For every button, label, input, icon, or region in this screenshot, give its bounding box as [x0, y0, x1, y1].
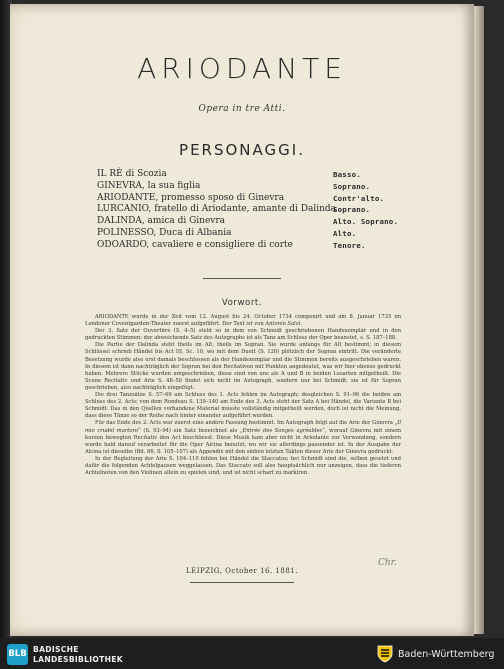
cast-role: IL RÈ di Scozia: [97, 169, 167, 179]
cast-voice: Alto. Soprano.: [333, 217, 399, 227]
cast-heading: PERSONAGGI.: [179, 141, 305, 159]
cast-list: [97, 169, 397, 252]
handwritten-signature: Chr.: [378, 558, 397, 568]
cast-row: [97, 181, 397, 193]
preface-text: [85, 314, 401, 477]
preface-heading: Vorwort.: [221, 298, 263, 308]
divider-rule: [203, 278, 281, 279]
cast-role: DALINDA, amica di Ginevra: [97, 216, 226, 227]
score-page: [10, 4, 474, 636]
library-name[interactable]: BADISCHE LANDESBIBLIOTHEK: [33, 645, 123, 664]
state-label[interactable]: Baden-Württemberg: [398, 649, 495, 660]
preface-paragraph: Die Partie der Dalinda steht theils im Alt, theils im Sopran. Sie wurde anfangs für Alt bestimmt; in diesem Schlüssel schrieb Händel bis Act III, Sc. 10, wo mit dem Duett (S. 120) plötzlich der Sopran eintritt. Die veränderte Besetzung wurde also erst damals beschlossen als der Handexemplar und die Stimmen bereits ausgeschrieben waren. In diesem ist dann nachträglich der Sopran bei den Recitativen mit Punkten angedeutet, was wir hier ebenso gedruckt haben. Mehrere Stücke wurden umgeschrieben, diese sind von uns als A und B in beiden Lesarten mitgetheilt. Die Scene Recitativ und Arie S. 48–50 findet sich nicht im Autograph, sondern nur bei Schmidt; sie ist für Sopran geschrieben, also nachträglich eingefügt.: [85, 342, 401, 391]
cast-voice: Soprano.: [333, 205, 371, 215]
cast-voice: Basso.: [333, 170, 361, 179]
opera-title: ARIODANTE: [137, 52, 347, 85]
preface-paragraph: ARIODANTE wurde in der Zeit vom 12. August bis 24. October 1734 componirt und am 8. Januar 1735 im Londoner Coventgarden-Theater zuerst aufgeführt. Der Text ist von Antonio Salvi.: [85, 314, 401, 328]
cast-row: [97, 204, 397, 216]
cast-row: [97, 240, 397, 252]
preface-paragraph: In der Begleitung der Arie S. 104–110 fehlen bei Händel die Staccatos; bei Schmidt sind die, selben gesetzt und dafür die folgenden Achtelpausen weggelassen. Das Staccato soll also hauptsächlich nur anzeigen, dass die tieferen Achtelnoten von den Violinen allein zu spielen sind, und ist nicht scharf zu markiren.: [85, 455, 401, 477]
cast-voice: Soprano.: [333, 181, 371, 191]
opera-subtitle: Opera in tre Atti.: [198, 104, 286, 114]
cast-row: [97, 228, 397, 240]
cast-row: [97, 216, 397, 228]
cast-voice: Alto.: [333, 228, 357, 238]
cast-role: ODOARDO, cavaliere e consigliere di corte: [97, 239, 293, 250]
state-emblem-icon: [377, 645, 393, 663]
preface-paragraph: Für das Ende des 2. Acts war zuerst eine andere Fassung bestimmt. Im Autograph folgt auf die Arie der Ginevra „Il mio crudel martoro“ (S. 93–94) ein Satz bezeichnet als „Entrée des Songes agréables“, worauf Ginevra mit einem kurzen bewegten Recitativ den Act beschliesst. Diese Musik kam aber nicht in Ariodante zur Verwendung, sondern wurde bald darauf verarbeitet für die Oper Alcina benutzt, wo wir sie allerdings passender ist. In der Ausgabe der Alcina ist dieselbe (Bd. 86, S. 105–107) als Appendix mit den sieben letzten Takten dieser Arie der Ginevra gedruckt.: [85, 420, 402, 455]
cast-voice: Tenore.: [333, 240, 366, 250]
cast-row: [97, 193, 397, 205]
cast-role: LURCANIO, fratello di Ariodante, amante di Dalinda: [97, 204, 337, 215]
preface-paragraph: Die drei Tanzsätze S. 57–69 am Schluss des 1. Acts fehlen im Autograph; desgleichen S. 91–96 die beiden am Schluss des 2. Acts; von dem Rondeau S. 139–140 am Ende des 3. Acts steht der Satz A bei Händel, die Variante B bei Schmidt. Das in den Quellen vorhandene Material musste vollständig mitgetheilt werden, doch ist nicht die Meinung, dass diese Tänze so der Reihe nach hinter einander aufgeführt wurden.: [85, 392, 401, 420]
cast-row: [97, 169, 397, 181]
place-date: LEIPZIG, October 16. 1881.: [186, 567, 298, 575]
bottom-rule: [190, 582, 294, 583]
page-stack-edge: [474, 6, 484, 634]
librettist-name: Antonio Salvi.: [265, 321, 302, 328]
cast-voice: Contr'alto.: [333, 193, 385, 203]
cast-role: GINEVRA, la sua figlia: [97, 180, 201, 191]
preface-paragraph: Der 3. Satz der Ouvertüre (S. 4–5) steht so in dem von Schmidt geschriebenen Handexemplar und in den gedruckten Stimmen; der abweichende Satz des Autographs ist als Tanz am Schluss der Oper beanstet, s. S. 187–188.: [85, 328, 401, 342]
blb-logo-icon[interactable]: BLB: [7, 644, 28, 665]
cast-role: ARIODANTE, promesso sposo di Ginevra: [97, 192, 285, 203]
cast-role: POLINESSO, Duca di Albania: [97, 227, 232, 238]
